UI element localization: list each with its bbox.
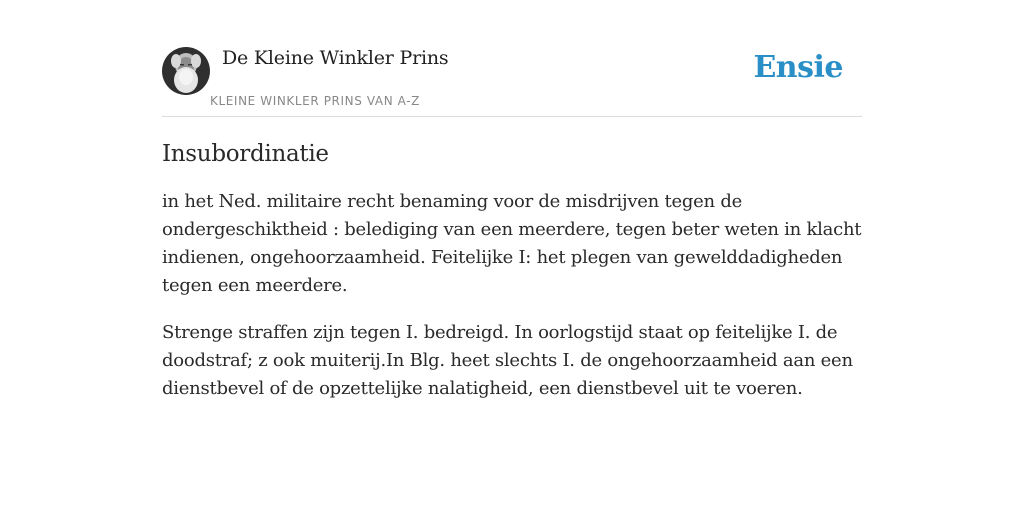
author-avatar[interactable] <box>162 47 210 95</box>
collection-subtitle[interactable]: KLEINE WINKLER PRINS VAN A-Z <box>210 94 420 108</box>
author-name[interactable]: De Kleine Winkler Prins <box>222 47 449 69</box>
article-body <box>162 138 862 422</box>
article-paragraph: in het Ned. militaire recht benaming voor de misdrijven tegen de ondergeschiktheid : belediging van een meerdere, tegen beter weten in klacht indienen, ongehoorzaamheid. Feitelijke I: het plegen van gewelddadigheden tegen een meerdere. <box>162 191 862 296</box>
article-paragraph: Strenge straffen zijn tegen I. bedreigd. In oorlogstijd staat op feitelijke I. de doodstraf; z ook muiterij.In Blg. heet slechts I. de ongehoorzaamheid aan een dienstbevel of de opzettelijke nalatigheid, een dienstbevel uit te voeren. <box>162 322 853 399</box>
ensie-logo[interactable]: Ensie <box>753 50 843 85</box>
article-title: Insubordinatie <box>162 141 329 167</box>
article-header <box>162 44 862 117</box>
author-portrait-image <box>162 47 210 95</box>
